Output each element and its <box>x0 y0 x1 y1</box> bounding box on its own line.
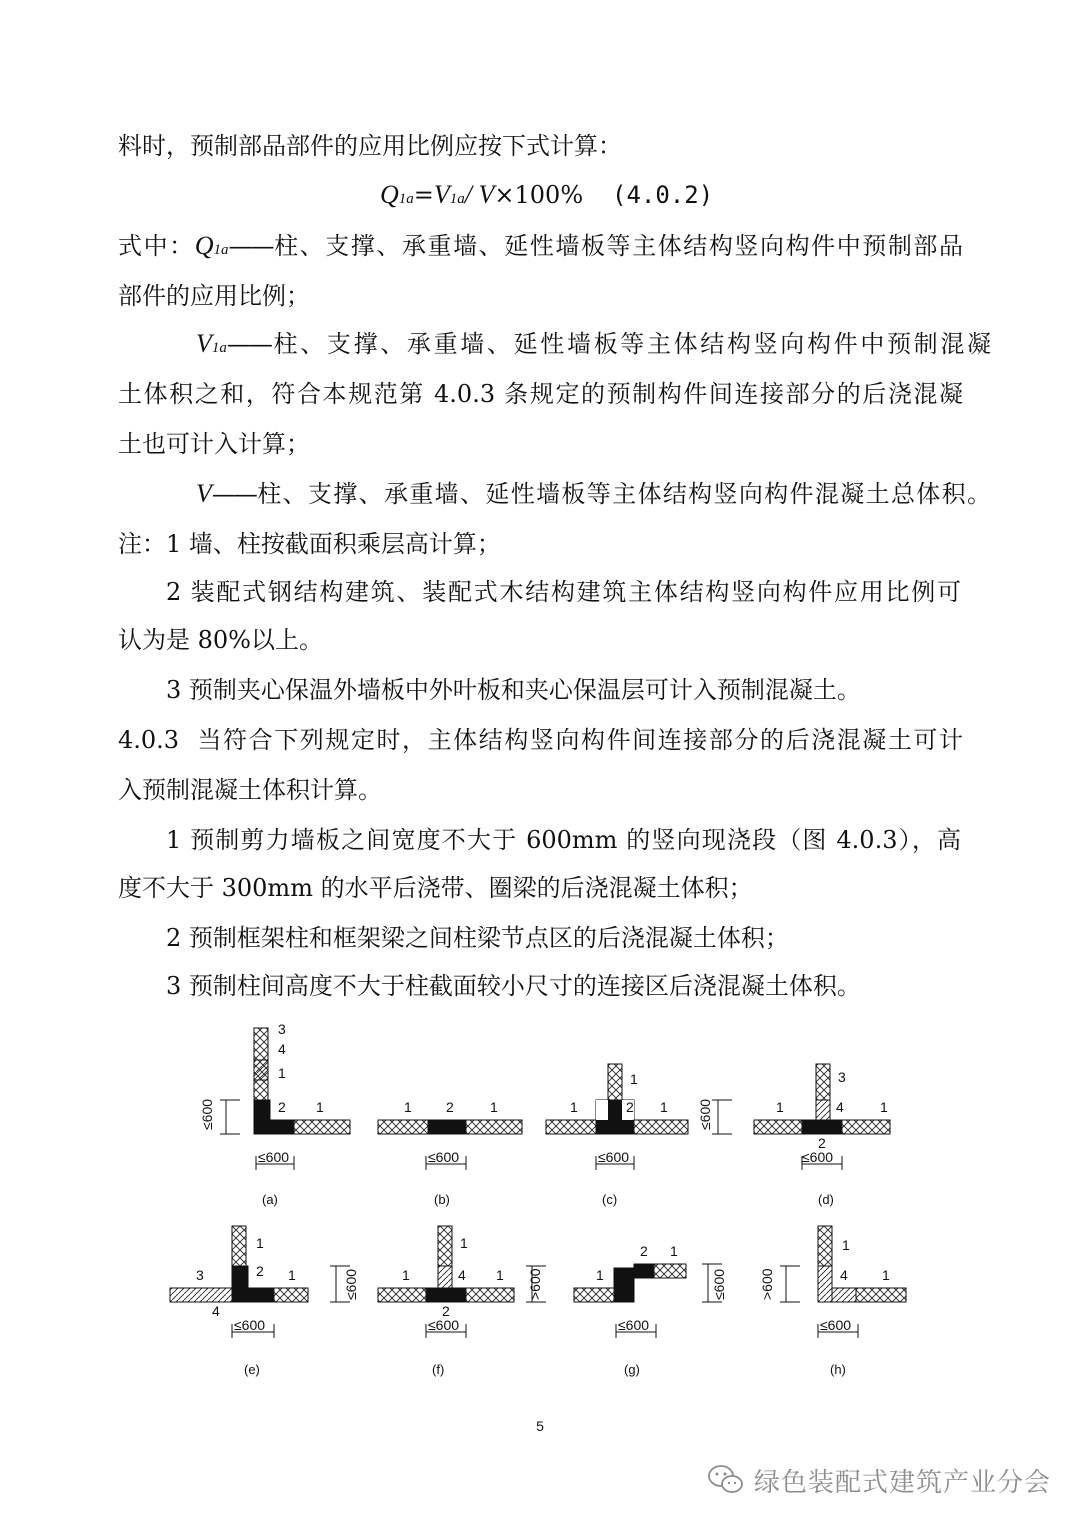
svg-text:≤600: ≤600 <box>618 1317 650 1333</box>
svg-text:(e): (e) <box>244 1362 260 1377</box>
clause-number: 4.0.3 <box>118 726 180 754</box>
svg-text:1: 1 <box>660 1099 668 1115</box>
svg-text:1: 1 <box>460 1235 468 1251</box>
svg-text:(g): (g) <box>624 1362 640 1377</box>
svg-text:4: 4 <box>458 1267 466 1283</box>
note-line-2: 2 装配式钢结构建筑、装配式木结构建筑主体结构竖向构件应用比例可 <box>166 578 961 606</box>
para-line-5: V1a——柱、支撑、承重墙、延性墙板等主体结构竖向构件中预制混凝 <box>196 329 991 358</box>
svg-text:1: 1 <box>776 1099 784 1115</box>
svg-text:4: 4 <box>212 1303 220 1319</box>
diagram-h <box>759 1226 906 1377</box>
item-1: 1 预制剪力墙板之间宽度不大于 600mm 的竖向现浇段（图 4.0.3），高 <box>166 826 961 854</box>
svg-text:(a): (a) <box>262 1192 278 1207</box>
svg-text:≤600: ≤600 <box>234 1317 266 1333</box>
svg-text:2: 2 <box>818 1135 826 1151</box>
svg-text:≤600: ≤600 <box>199 1098 215 1130</box>
item-2: 2 预制框架柱和框架梁之间柱梁节点区的后浇混凝土体积； <box>166 924 789 952</box>
watermark-text: 绿色装配式建筑产业分会 <box>754 1466 1052 1497</box>
svg-text:≤600: ≤600 <box>428 1149 460 1165</box>
item-3: 3 预制柱间高度不大于柱截面较小尺寸的连接区后浇混凝土体积。 <box>166 972 861 1000</box>
page-number: 5 <box>536 1418 544 1434</box>
svg-text:>600: >600 <box>759 1268 775 1300</box>
formula: Q1a=V1a/ V×100% <box>380 180 584 209</box>
svg-text:2: 2 <box>278 1099 286 1115</box>
svg-text:1: 1 <box>596 1267 604 1283</box>
svg-text:≤600: ≤600 <box>820 1317 852 1333</box>
svg-text:(f): (f) <box>432 1362 445 1377</box>
diagram-e <box>170 1226 359 1377</box>
svg-text:3: 3 <box>278 1021 286 1037</box>
para-line-4: 部件的应用比例； <box>118 282 310 310</box>
svg-text:≤600: ≤600 <box>697 1098 713 1130</box>
note-line-2-cont: 认为是 80%以上。 <box>118 626 323 654</box>
svg-text:4: 4 <box>836 1099 844 1115</box>
svg-text:1: 1 <box>570 1099 578 1115</box>
para-line-8: V——柱、支撑、承重墙、延性墙板等主体结构竖向构件混凝土总体积。 <box>196 479 991 508</box>
svg-text:1: 1 <box>490 1099 498 1115</box>
svg-text:2: 2 <box>640 1243 648 1259</box>
clause-line-2: 入预制混凝土体积计算。 <box>118 776 382 804</box>
para-line-3: 式中：Q1a——柱、支撑、承重墙、延性墙板等主体结构竖向构件中预制部品 <box>118 231 964 260</box>
svg-text:≤600: ≤600 <box>258 1149 290 1165</box>
svg-text:1: 1 <box>842 1237 850 1253</box>
clause-4-0-3: 4.0.3 当符合下列规定时，主体结构竖向构件间连接部分的后浇混凝土可计 <box>118 726 963 754</box>
watermark <box>706 1458 1051 1502</box>
svg-text:≤600: ≤600 <box>802 1149 834 1165</box>
diagram-a <box>199 1021 350 1207</box>
item-1-cont: 度不大于 300mm 的水平后浇带、圈梁的后浇混凝土体积； <box>118 874 753 902</box>
svg-text:1: 1 <box>288 1267 296 1283</box>
svg-text:(c): (c) <box>602 1192 618 1207</box>
svg-text:1: 1 <box>402 1267 410 1283</box>
svg-text:1: 1 <box>316 1099 324 1115</box>
svg-text:4: 4 <box>278 1041 286 1057</box>
svg-text:2: 2 <box>626 1099 634 1115</box>
diagram-g <box>526 1243 727 1377</box>
svg-text:(d): (d) <box>818 1192 834 1207</box>
diagram-b <box>378 1099 522 1207</box>
svg-text:1: 1 <box>404 1099 412 1115</box>
figure-4-0-3 <box>160 1018 920 1388</box>
svg-text:(b): (b) <box>434 1192 450 1207</box>
svg-text:4: 4 <box>840 1267 848 1283</box>
wechat-icon <box>706 1462 746 1498</box>
svg-text:≤600: ≤600 <box>711 1268 727 1300</box>
para-line-1: 料时，预制部品部件的应用比例应按下式计算： <box>118 132 622 160</box>
svg-text:1: 1 <box>880 1099 888 1115</box>
svg-text:(h): (h) <box>830 1362 846 1377</box>
note-line-1: 注：1 墙、柱按截面积乘层高计算； <box>118 530 501 558</box>
svg-text:1: 1 <box>882 1267 890 1283</box>
formula-number: (4.0.2) <box>612 181 714 209</box>
diagram-d <box>697 1064 890 1207</box>
svg-text:≤600: ≤600 <box>598 1149 630 1165</box>
svg-text:3: 3 <box>838 1069 846 1085</box>
note-line-3: 3 预制夹心保温外墙板中外叶板和夹心保温层可计入预制混凝土。 <box>166 676 861 704</box>
para-line-7: 土也可计入计算； <box>118 430 310 458</box>
svg-text:≤600: ≤600 <box>428 1317 460 1333</box>
svg-text:2: 2 <box>256 1263 264 1279</box>
svg-text:>600: >600 <box>527 1268 543 1300</box>
para-line-6: 土体积之和，符合本规范第 4.0.3 条规定的预制构件间连接部分的后浇混凝 <box>118 380 963 408</box>
svg-text:1: 1 <box>256 1235 264 1251</box>
svg-text:1: 1 <box>630 1071 638 1087</box>
svg-text:3: 3 <box>196 1267 204 1283</box>
svg-text:2: 2 <box>442 1303 450 1319</box>
svg-text:1: 1 <box>670 1243 678 1259</box>
svg-text:1: 1 <box>496 1267 504 1283</box>
svg-text:≤600: ≤600 <box>343 1268 359 1300</box>
svg-text:2: 2 <box>446 1099 454 1115</box>
diagram-c <box>546 1064 688 1207</box>
svg-text:1: 1 <box>278 1065 286 1081</box>
diagram-f <box>378 1226 514 1377</box>
